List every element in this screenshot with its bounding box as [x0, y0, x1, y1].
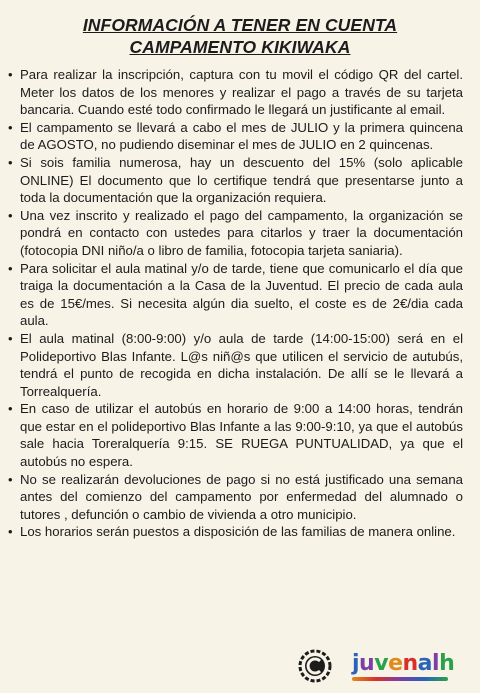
list-item: • Para realizar la inscripción, captura con tu movil el código QR del cartel. Meter los datos de los menores y realizar el pago a través de su tarjeta bancaria. Cuando esté todo confirmado le llegará un justificante al email. — [20, 66, 463, 119]
list-item: • Una vez inscrito y realizado el pago del campamento, la organización se pondrá en contacto con ustedes para citarlos y traer la documentación (fotocopia DNI niño/a o libro de familia, fotocopia tarjeta saniaria). — [20, 207, 463, 260]
page-title — [0, 14, 480, 58]
list-item: • Si sois familia numerosa, hay un descuento del 15% (solo aplicable ONLINE) El documento que lo certifique tendrá que presentarse junto a toda la documentación que la organización requiera. — [20, 154, 463, 207]
list-item: • Para solicitar el aula matinal y/o de tarde, tiene que comunicarlo el día que traiga la documentación a la Casa de la Juventud. El precio de cada aula es de 15€/mes. Si necesita algún dia suelto, el coste es de 2€/dia cada aula. — [20, 260, 463, 330]
list-item: • No se realizarán devoluciones de pago si no está justificado una semana antes del comienzo del campamento por enfermedad del alumnado o tutores , defunción o cambio de vivienda a otro municipio. — [20, 471, 463, 524]
title-line-1: INFORMACIÓN A TENER EN CUENTA — [82, 15, 398, 35]
info-list — [0, 66, 480, 541]
circle-c-emblem-icon — [298, 649, 332, 683]
logo-underline — [352, 677, 448, 681]
juvenalh-logo: juvenalh — [352, 651, 455, 676]
list-item: • Los horarios serán puestos a disposición de las familias de manera online. — [20, 523, 463, 541]
list-item: • El campamento se llevará a cabo el mes de JULIO y la primera quincena de AGOSTO, no pudiendo diseminar el mes de JULIO en 2 quincenas. — [20, 119, 463, 154]
list-item: • En caso de utilizar el autobús en horario de 9:00 a 14:00 horas, tendrán que estar en el polideportivo Blas Infante a las 9:00-9:10, ya que el autobús sale hacia Toreralquería 9:15. SE RUEGA PUNTUALIDAD, ya que el autobús no espera. — [20, 400, 463, 470]
title-line-2: CAMPAMENTO KIKIWAKA — [129, 37, 351, 57]
footer-logos — [0, 647, 480, 687]
list-item: • El aula matinal (8:00-9:00) y/o aula de tarde (14:00-15:00) será en el Polideportivo Blas Infante. L@s niñ@s que utilicen el servicio de autubús, tendrá el punto de recogida en dicha instalación. De allí se le llevará a Torrealquería. — [20, 330, 463, 400]
